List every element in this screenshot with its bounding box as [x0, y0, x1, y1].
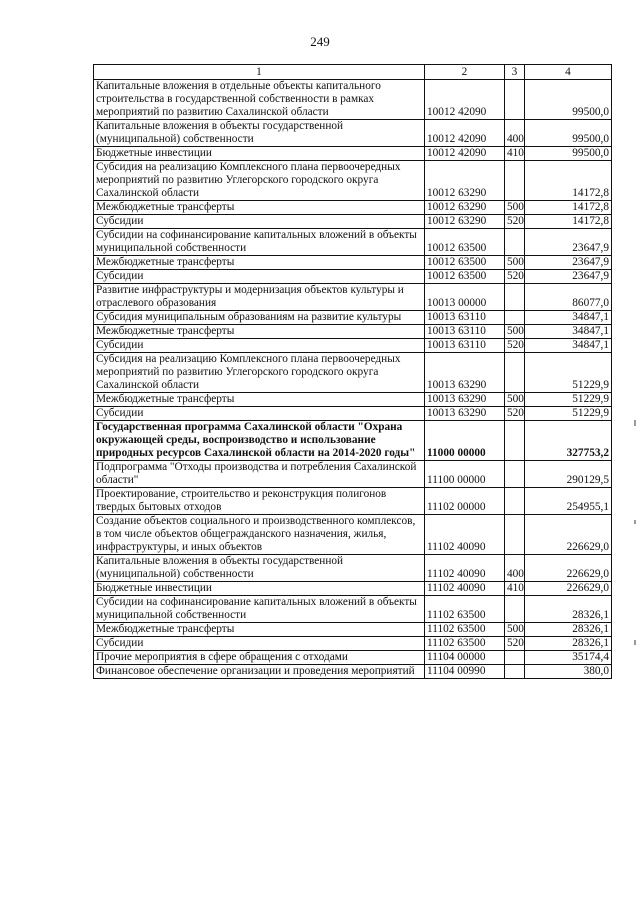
row-type — [505, 665, 525, 679]
row-name: Субсидии на софинансирование капитальных вложений в объекты муниципальной собственности — [94, 229, 425, 256]
row-name: Создание объектов социального и производственного комплексов, в том числе объектов общегражданского назначения, жилья, инфраструктуры, и иных объектов — [94, 515, 425, 555]
row-name: Государственная программа Сахалинской области "Охрана окружающей среды, воспроизводство и использование природных ресурсов Сахалинской области на 2014-2020 годы" — [94, 421, 425, 461]
row-type — [505, 229, 525, 256]
row-code: 10012 42090 — [425, 120, 505, 147]
table-row — [94, 311, 612, 325]
row-name: Субсидии — [94, 270, 425, 284]
row-name: Межбюджетные трансферты — [94, 256, 425, 270]
row-type — [505, 80, 525, 120]
table-row — [94, 488, 612, 515]
row-type: 400 — [505, 555, 525, 582]
row-type — [505, 515, 525, 555]
row-type — [505, 353, 525, 393]
row-type: 500 — [505, 325, 525, 339]
row-type: 410 — [505, 582, 525, 596]
table-row — [94, 215, 612, 229]
row-code: 10012 63500 — [425, 229, 505, 256]
row-code: 10013 00000 — [425, 284, 505, 311]
row-type — [505, 651, 525, 665]
row-name: Межбюджетные трансферты — [94, 325, 425, 339]
row-code: 11102 40090 — [425, 515, 505, 555]
row-code: 11102 63500 — [425, 637, 505, 651]
row-name: Субсидии — [94, 339, 425, 353]
row-type: 520 — [505, 407, 525, 421]
row-amount: 380,0 — [525, 665, 612, 679]
table-row — [94, 80, 612, 120]
row-amount: 34847,1 — [525, 325, 612, 339]
row-type — [505, 461, 525, 488]
row-type: 520 — [505, 339, 525, 353]
table-row — [94, 325, 612, 339]
row-code: 10012 63290 — [425, 161, 505, 201]
table-row — [94, 637, 612, 651]
row-type — [505, 311, 525, 325]
row-type: 500 — [505, 393, 525, 407]
table-row — [94, 284, 612, 311]
row-code: 10013 63110 — [425, 311, 505, 325]
table-row — [94, 596, 612, 623]
row-amount: 28326,1 — [525, 637, 612, 651]
page-number: 249 — [310, 34, 330, 49]
row-type: 520 — [505, 637, 525, 651]
row-amount: 254955,1 — [525, 488, 612, 515]
table-row — [94, 407, 612, 421]
row-amount: 28326,1 — [525, 623, 612, 637]
table-row — [94, 461, 612, 488]
row-amount: 51229,9 — [525, 353, 612, 393]
row-amount: 327753,2 — [525, 421, 612, 461]
row-code: 11104 00000 — [425, 651, 505, 665]
row-type: 520 — [505, 270, 525, 284]
table-row — [94, 555, 612, 582]
row-type — [505, 284, 525, 311]
row-code: 10012 63290 — [425, 201, 505, 215]
budget-table — [93, 64, 612, 679]
table-row — [94, 161, 612, 201]
row-code: 11102 63500 — [425, 596, 505, 623]
column-header-3: 3 — [505, 65, 525, 80]
table-row — [94, 270, 612, 284]
table-row — [94, 147, 612, 161]
row-type: 400 — [505, 120, 525, 147]
table-row — [94, 229, 612, 256]
row-code: 10012 42090 — [425, 147, 505, 161]
row-type: 500 — [505, 201, 525, 215]
row-type — [505, 596, 525, 623]
table-row — [94, 665, 612, 679]
row-name: Капитальные вложения в объекты государственной (муниципальной) собственности — [94, 555, 425, 582]
row-code: 10012 63290 — [425, 215, 505, 229]
table-row — [94, 339, 612, 353]
row-code: 11102 00000 — [425, 488, 505, 515]
table-row — [94, 201, 612, 215]
row-amount: 35174,4 — [525, 651, 612, 665]
row-name: Субсидия на реализацию Комплексного плана первоочередных мероприятий по развитию Углегорского городского округа Сахалинской области — [94, 161, 425, 201]
row-amount: 28326,1 — [525, 596, 612, 623]
row-code: 10013 63290 — [425, 393, 505, 407]
row-name: Капитальные вложения в отдельные объекты капитального строительства в государственной собственности в рамках мероприятий по развитию Сахалинской области — [94, 80, 425, 120]
row-name: Подпрограмма "Отходы производства и потребления Сахалинской области" — [94, 461, 425, 488]
table-row — [94, 256, 612, 270]
row-code: 10013 63110 — [425, 325, 505, 339]
row-name: Капитальные вложения в объекты государственной (муниципальной) собственности — [94, 120, 425, 147]
row-name: Субсидия муниципальным образованиям на развитие культуры — [94, 311, 425, 325]
row-amount: 23647,9 — [525, 270, 612, 284]
table-row — [94, 120, 612, 147]
row-name: Межбюджетные трансферты — [94, 623, 425, 637]
row-amount: 99500,0 — [525, 120, 612, 147]
row-amount: 226629,0 — [525, 515, 612, 555]
table-row — [94, 582, 612, 596]
table-body — [94, 80, 612, 679]
row-code: 10013 63290 — [425, 353, 505, 393]
column-header-2: 2 — [425, 65, 505, 80]
row-type: 500 — [505, 623, 525, 637]
row-name: Субсидии на софинансирование капитальных вложений в объекты муниципальной собственности — [94, 596, 425, 623]
row-name: Бюджетные инвестиции — [94, 147, 425, 161]
row-name: Развитие инфраструктуры и модернизация объектов культуры и отраслевого образования — [94, 284, 425, 311]
table-row — [94, 393, 612, 407]
row-amount: 99500,0 — [525, 147, 612, 161]
scan-mark — [634, 420, 636, 426]
row-code: 11104 00990 — [425, 665, 505, 679]
row-type — [505, 161, 525, 201]
row-amount: 51229,9 — [525, 393, 612, 407]
row-name: Субсидии — [94, 407, 425, 421]
row-type — [505, 421, 525, 461]
row-name: Прочие мероприятия в сфере обращения с отходами — [94, 651, 425, 665]
row-type: 520 — [505, 215, 525, 229]
row-code: 11100 00000 — [425, 461, 505, 488]
row-code: 11102 63500 — [425, 623, 505, 637]
row-amount: 226629,0 — [525, 582, 612, 596]
row-amount: 34847,1 — [525, 311, 612, 325]
column-header-1: 1 — [94, 65, 425, 80]
row-name: Субсидии — [94, 215, 425, 229]
row-amount: 14172,8 — [525, 201, 612, 215]
table-row — [94, 515, 612, 555]
row-amount: 14172,8 — [525, 161, 612, 201]
row-name: Межбюджетные трансферты — [94, 393, 425, 407]
row-code: 11102 40090 — [425, 582, 505, 596]
row-code: 10013 63290 — [425, 407, 505, 421]
row-amount: 290129,5 — [525, 461, 612, 488]
row-name: Субсидия на реализацию Комплексного плана первоочередных мероприятий по развитию Углегорского городского округа Сахалинской области — [94, 353, 425, 393]
row-name: Бюджетные инвестиции — [94, 582, 425, 596]
table-row — [94, 623, 612, 637]
scan-mark — [634, 520, 636, 524]
row-amount: 14172,8 — [525, 215, 612, 229]
row-code: 10012 42090 — [425, 80, 505, 120]
row-name: Межбюджетные трансферты — [94, 201, 425, 215]
row-code: 10012 63500 — [425, 256, 505, 270]
row-amount: 99500,0 — [525, 80, 612, 120]
row-name: Финансовое обеспечение организации и проведения мероприятий — [94, 665, 425, 679]
column-header-4: 4 — [525, 65, 612, 80]
row-amount: 34847,1 — [525, 339, 612, 353]
row-code: 10013 63110 — [425, 339, 505, 353]
row-code: 11102 40090 — [425, 555, 505, 582]
row-amount: 23647,9 — [525, 256, 612, 270]
table-row — [94, 353, 612, 393]
table-header-row — [94, 65, 612, 80]
row-type — [505, 488, 525, 515]
row-amount: 226629,0 — [525, 555, 612, 582]
row-type: 500 — [505, 256, 525, 270]
table-row — [94, 421, 612, 461]
row-type: 410 — [505, 147, 525, 161]
row-amount: 86077,0 — [525, 284, 612, 311]
scan-mark — [634, 640, 636, 645]
row-code: 11000 00000 — [425, 421, 505, 461]
row-code: 10012 63500 — [425, 270, 505, 284]
row-name: Субсидии — [94, 637, 425, 651]
row-amount: 23647,9 — [525, 229, 612, 256]
row-name: Проектирование, строительство и реконструкция полигонов твердых бытовых отходов — [94, 488, 425, 515]
table-row — [94, 651, 612, 665]
row-amount: 51229,9 — [525, 407, 612, 421]
